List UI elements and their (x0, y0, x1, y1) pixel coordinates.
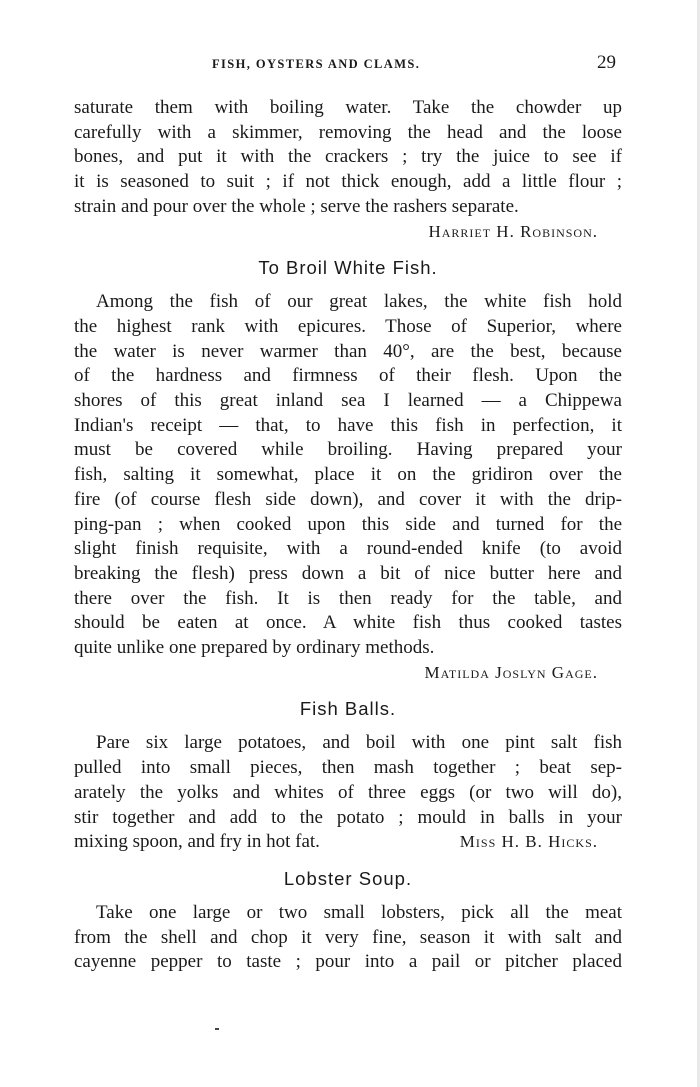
text-line: fire (of course flesh side down), and cover it with the drip- (74, 488, 622, 510)
recipe-body (74, 901, 622, 975)
text-line: Take one large or two small lobsters, pick all the meat (96, 901, 622, 923)
text-line: should be eaten at once. A white fish thus cooked tastes (74, 612, 622, 634)
text-line: breaking the flesh) press down a bit of nice butter here and (74, 562, 622, 584)
text-line: pulled into small pieces, then mash together ; beat sep- (74, 757, 622, 779)
text-line: must be covered while broiling. Having prepared your (74, 439, 622, 461)
text-line: fish, salting it somewhat, place it on the gridiron over the (74, 464, 622, 486)
text-line: carefully with a skimmer, removing the head and the loose (74, 121, 622, 143)
text-line: Indian's receipt — that, to have this fish in perfection, it (74, 414, 622, 436)
running-title: FISH, OYSTERS AND CLAMS. (212, 57, 421, 71)
intro-paragraph (74, 96, 622, 220)
ink-speck (215, 1028, 219, 1030)
text-line: of the hardness and firmness of their flesh. Upon the (74, 365, 622, 387)
text-line: the highest rank with epicures. Those of Superior, where (74, 315, 622, 337)
recipe-heading: Fish Balls. (299, 698, 397, 720)
recipe-body (74, 290, 622, 661)
text-line: the water is never warmer than 40°, are the best, because (74, 340, 622, 362)
text-line: from the shell and chop it very fine, season it with salt and (74, 926, 622, 948)
running-header (74, 52, 622, 76)
text-line: bones, and put it with the crackers ; try the juice to see if (74, 146, 622, 168)
book-page (74, 52, 622, 975)
text-line: ping-pan ; when cooked upon this side and turned for the (74, 513, 622, 535)
signature: Matilda Joslyn Gage. (424, 662, 598, 682)
text-line: strain and pour over the whole ; serve the rashers separate. (74, 195, 519, 217)
recipe-body (74, 731, 622, 855)
text-line: Among the fish of our great lakes, the white fish hold (96, 291, 622, 313)
text-line: stir together and add to the potato ; mould in balls in your (74, 806, 622, 828)
text-line: there over the fish. It is then ready for the table, and (74, 587, 622, 609)
text-line: slight finish requisite, with a round-ended knife (to avoid (74, 538, 622, 560)
signature: Miss H. B. Hicks. (459, 832, 598, 852)
recipe-heading: To Broil White Fish. (258, 257, 438, 279)
text-line: saturate them with boiling water. Take the chowder up (74, 97, 622, 118)
signature: Harriet H. Robinson. (428, 221, 598, 241)
text-line: Pare six large potatoes, and boil with one pint salt fish (96, 732, 622, 754)
text-line: shores of this great inland sea I learned — a Chippewa (74, 390, 622, 412)
text-line: cayenne pepper to taste ; pour into a pail or pitcher placed (74, 951, 622, 973)
text-line: mixing spoon, and fry in hot fat. (74, 831, 320, 853)
text-line: arately the yolks and whites of three eggs (or two will do), (74, 781, 622, 803)
page-number: 29 (597, 52, 616, 73)
text-line: quite unlike one prepared by ordinary methods. (74, 637, 435, 659)
text-line-with-signature (74, 830, 622, 855)
recipe-heading: Lobster Soup. (283, 867, 413, 889)
text-line: it is seasoned to suit ; if not thick enough, add a little flour ; (74, 171, 622, 193)
